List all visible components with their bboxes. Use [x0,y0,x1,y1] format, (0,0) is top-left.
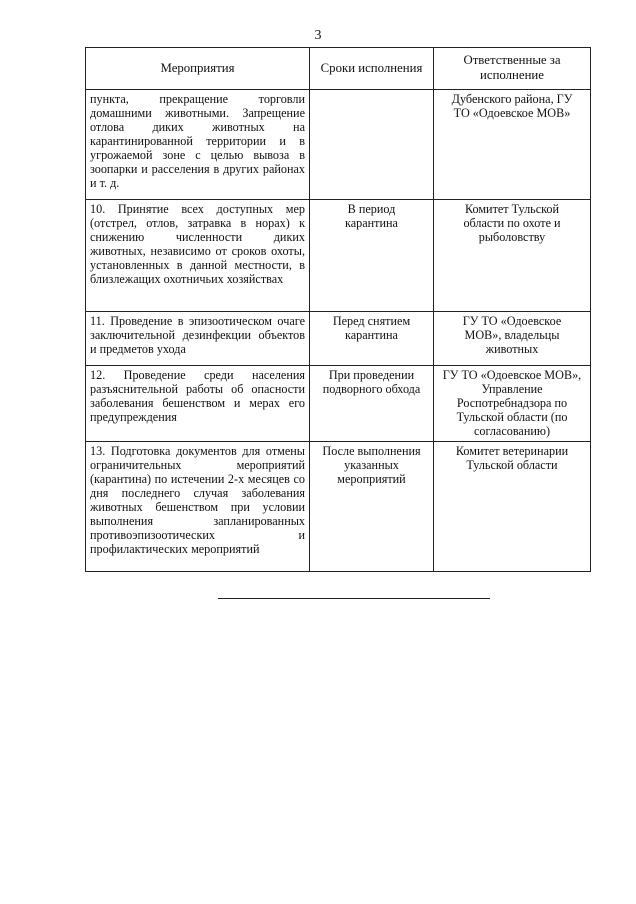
end-divider [218,598,490,599]
responsible-cell: ГУ ТО «Одоевское МОВ», Управление Роспотребнадзора по Тульской области (по согласованию) [434,366,591,442]
table-row [86,366,591,442]
responsible-cell: Комитет ветеринарии Тульской области [434,442,591,572]
responsible-cell: ГУ ТО «Одоевское МОВ», владельцы животных [434,312,591,366]
measure-cell: 12. Проведение среди населения разъяснительной работы об опасности заболевания бешенством и мерах его предупреждения [86,366,310,442]
measure-cell: 13. Подготовка документов для отмены ограничительных мероприятий (карантина) по истечении 2-х месяцев со дня последнего случая заболевания животных бешенством при условии выполнения запланированных противоэпизоотических и профилактических мероприятий [86,442,310,572]
deadline-cell: В период карантина [310,200,434,312]
header-deadlines: Сроки исполнения [310,48,434,90]
page-number: 3 [314,28,322,43]
table-row [86,90,591,200]
table-header-row [86,48,591,90]
responsible-cell: Дубенского района, ГУ ТО «Одоевское МОВ» [434,90,591,200]
measure-cell: 10. Принятие всех доступных мер (отстрел, отлов, затравка в норах) к снижению численности диких животных, независимо от сроков охоты, установленных в данной местности, в близлежащих охотничьих хозяйствах [86,200,310,312]
table-row [86,200,591,312]
deadline-cell [310,90,434,200]
measure-cell: пункта, прекращение торговли домашними животными. Запрещение отлова диких животных на карантинированной территории и в угрожаемой зоне с целью вывоза в зоопарки и расселения в других районах и т. д. [86,90,310,200]
measures-table [85,47,591,572]
measure-cell: 11. Проведение в эпизоотическом очаге заключительной дезинфекции объектов и предметов ухода [86,312,310,366]
table-row [86,442,591,572]
deadline-cell: При проведении подворного обхода [310,366,434,442]
responsible-cell: Комитет Тульской области по охоте и рыболовству [434,200,591,312]
deadline-cell: Перед снятием карантина [310,312,434,366]
header-measures: Мероприятия [86,48,310,90]
deadline-cell: После выполнения указанных мероприятий [310,442,434,572]
header-responsible: Ответственные за исполнение [434,48,591,90]
table-row [86,312,591,366]
